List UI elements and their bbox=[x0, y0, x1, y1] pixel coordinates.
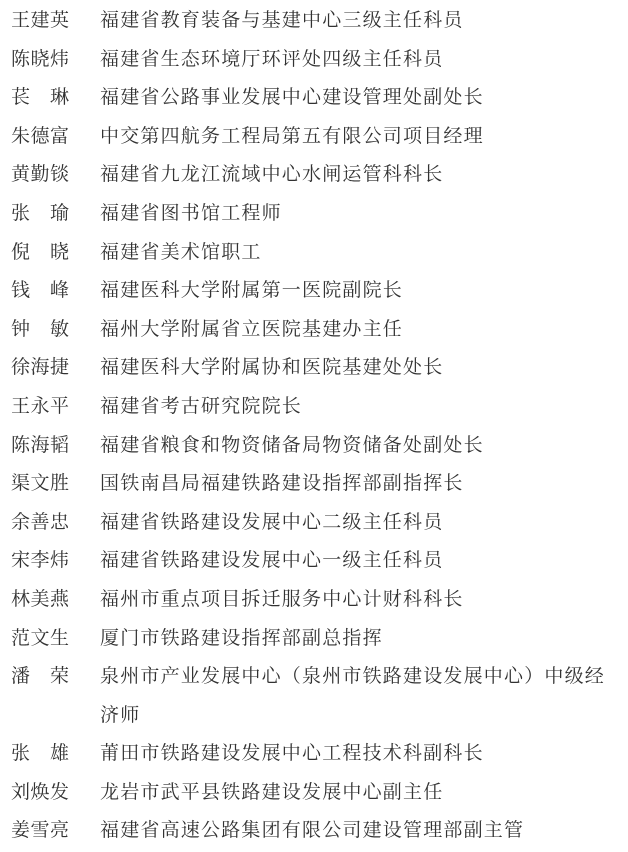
person-name: 徐海捷 bbox=[11, 357, 69, 379]
person-name: 朱德富 bbox=[11, 125, 69, 147]
roster-row bbox=[11, 658, 618, 735]
person-title: 福建医科大学附属第一医院副院长 bbox=[100, 280, 404, 302]
person-title: 福建省生态环境厅环评处四级主任科员 bbox=[100, 48, 444, 70]
person-name: 渠文胜 bbox=[11, 473, 69, 495]
person-title: 福建省考古研究院院长 bbox=[100, 395, 303, 417]
person-name: 姜雪亮 bbox=[11, 820, 69, 842]
roster-row bbox=[11, 542, 618, 581]
person-name: 张 瑜 bbox=[11, 202, 69, 224]
person-title: 福建省图书馆工程师 bbox=[100, 202, 282, 224]
person-name: 余善忠 bbox=[11, 511, 69, 533]
person-title: 厦门市铁路建设指挥部副总指挥 bbox=[100, 627, 383, 649]
roster-row bbox=[11, 581, 618, 620]
person-name: 宋李炜 bbox=[11, 550, 69, 572]
roster-row bbox=[11, 504, 618, 543]
roster-row bbox=[11, 272, 618, 311]
roster-row bbox=[11, 620, 618, 659]
roster-row bbox=[11, 812, 618, 851]
person-name: 王永平 bbox=[11, 395, 69, 417]
person-title: 福建省铁路建设发展中心二级主任科员 bbox=[100, 511, 444, 533]
person-title: 福建省粮食和物资储备局物资储备处副处长 bbox=[100, 434, 484, 456]
person-title: 国铁南昌局福建铁路建设指挥部副指挥长 bbox=[100, 473, 464, 495]
person-name: 钱 峰 bbox=[11, 280, 69, 302]
roster-row bbox=[11, 156, 618, 195]
person-title: 福建医科大学附属协和医院基建处处长 bbox=[100, 357, 444, 379]
person-name: 倪 晓 bbox=[11, 241, 69, 263]
person-name: 王建英 bbox=[11, 10, 69, 31]
person-name: 张 雄 bbox=[11, 743, 69, 765]
person-title: 莆田市铁路建设发展中心工程技术科副科长 bbox=[100, 743, 484, 765]
person-name: 刘焕发 bbox=[11, 781, 69, 803]
roster-row bbox=[11, 195, 618, 234]
roster-row bbox=[11, 349, 618, 388]
person-name: 林美燕 bbox=[11, 588, 69, 610]
person-name: 陈晓炜 bbox=[11, 48, 69, 70]
person-title: 龙岩市武平县铁路建设发展中心副主任 bbox=[100, 781, 444, 803]
person-title: 福建省美术馆职工 bbox=[100, 241, 262, 263]
person-title: 福建省高速公路集团有限公司建设管理部副主管 bbox=[100, 820, 525, 842]
person-name: 黄勤锬 bbox=[11, 164, 69, 186]
person-name: 范文生 bbox=[11, 627, 69, 649]
person-name: 钟 敏 bbox=[11, 318, 69, 340]
roster-row bbox=[11, 311, 618, 350]
roster-row bbox=[11, 79, 618, 118]
person-title: 福建省九龙江流域中心水闸运管科科长 bbox=[100, 164, 444, 186]
person-title: 福州市重点项目拆迁服务中心计财科科长 bbox=[100, 588, 464, 610]
person-name: 潘 荣 bbox=[11, 666, 69, 688]
roster-row bbox=[11, 388, 618, 427]
person-name: 苌 琳 bbox=[11, 87, 69, 109]
person-title: 泉州市产业发展中心（泉州市铁路建设发展中心）中级经济师 bbox=[100, 666, 606, 726]
person-title: 福建省公路事业发展中心建设管理处副处长 bbox=[100, 87, 484, 109]
roster-row bbox=[11, 774, 618, 813]
person-title: 福州大学附属省立医院基建办主任 bbox=[100, 318, 404, 340]
person-title: 中交第四航务工程局第五有限公司项目经理 bbox=[100, 125, 484, 147]
roster-row bbox=[11, 465, 618, 504]
roster-row bbox=[11, 427, 618, 466]
person-title: 福建省教育装备与基建中心三级主任科员 bbox=[100, 10, 464, 31]
roster-row bbox=[11, 41, 618, 80]
roster-row bbox=[11, 2, 618, 41]
roster-row bbox=[11, 735, 618, 774]
roster-row bbox=[11, 234, 618, 273]
person-name: 陈海韬 bbox=[11, 434, 69, 456]
person-title: 福建省铁路建设发展中心一级主任科员 bbox=[100, 550, 444, 572]
roster-row bbox=[11, 118, 618, 157]
